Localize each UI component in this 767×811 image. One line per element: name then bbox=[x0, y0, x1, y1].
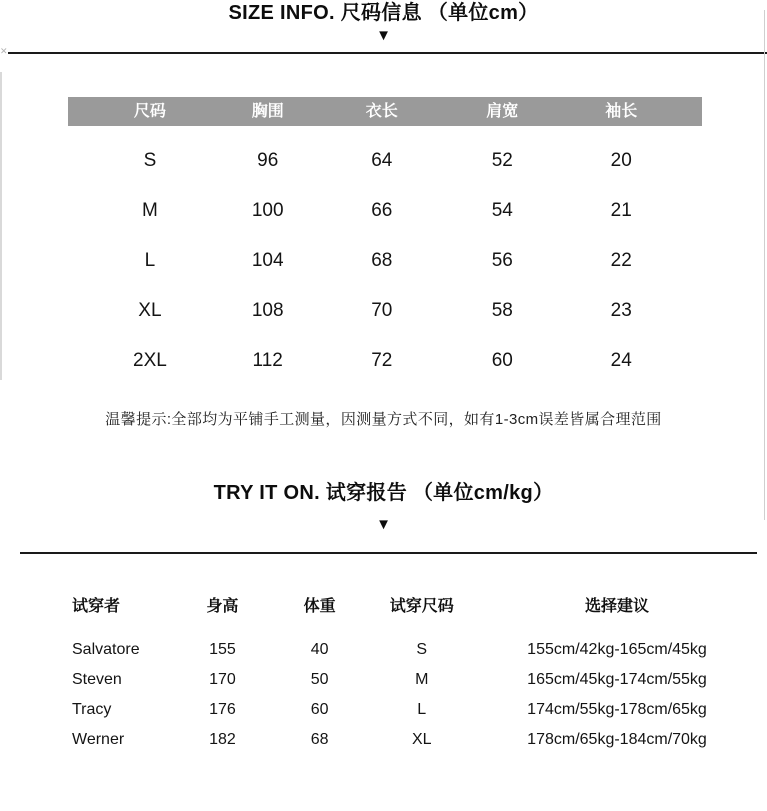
edge-artifact-mark: ✕ bbox=[0, 46, 8, 56]
tryon-table-row bbox=[65, 695, 735, 725]
size-cell: 2XL bbox=[133, 350, 167, 371]
size-cell: 72 bbox=[371, 350, 393, 371]
size-cell: 60 bbox=[491, 350, 513, 371]
size-cell: 54 bbox=[491, 200, 513, 221]
left-edge-line bbox=[0, 72, 2, 380]
tryon-table-body bbox=[65, 635, 735, 755]
size-cell: L bbox=[144, 250, 156, 271]
tryon-table-header-row bbox=[65, 592, 735, 622]
size-col-header-size: 尺码 bbox=[133, 103, 166, 120]
measurement-note: 温馨提示:全部均为平铺手工测量，因测量方式不同，如有1-3cm误差皆属合理范围 bbox=[105, 411, 662, 428]
tryon-col-header-size-tried: 试穿尺码 bbox=[389, 598, 454, 615]
size-cell: 23 bbox=[610, 300, 632, 321]
size-cell: XL bbox=[138, 300, 162, 321]
tryon-table bbox=[65, 592, 735, 755]
tryon-cell: 176 bbox=[209, 701, 236, 718]
tryon-cell: Steven bbox=[72, 671, 122, 688]
tryon-divider-line bbox=[20, 552, 757, 554]
size-table-row bbox=[68, 286, 702, 336]
size-col-header-sleeve: 袖长 bbox=[605, 103, 638, 120]
size-col-header-shoulder: 肩宽 bbox=[486, 103, 519, 120]
tryon-cell: 50 bbox=[310, 671, 329, 688]
tryon-section-title: TRY IT ON. 试穿报告 （单位cm/kg） bbox=[213, 482, 554, 504]
size-cell: 66 bbox=[371, 200, 393, 221]
size-cell: 20 bbox=[610, 150, 632, 171]
size-table bbox=[68, 97, 702, 386]
tryon-cell: M bbox=[415, 671, 429, 688]
size-table-header-row bbox=[68, 97, 702, 126]
size-table-row bbox=[68, 136, 702, 186]
tryon-cell: 60 bbox=[310, 701, 329, 718]
tryon-cell: 182 bbox=[209, 731, 236, 748]
tryon-col-header-suggestion: 选择建议 bbox=[584, 598, 649, 615]
size-cell: 64 bbox=[371, 150, 393, 171]
size-cell: 22 bbox=[610, 250, 632, 271]
right-edge-line bbox=[764, 10, 765, 520]
size-cell: 70 bbox=[371, 300, 393, 321]
size-cell: 21 bbox=[610, 200, 632, 221]
tryon-cell: L bbox=[417, 701, 427, 718]
tryon-cell: 178cm/65kg-184cm/70kg bbox=[527, 731, 707, 748]
size-table-body bbox=[68, 126, 702, 386]
tryon-cell: Tracy bbox=[72, 701, 112, 718]
size-col-header-chest: 胸围 bbox=[251, 103, 284, 120]
size-cell: 96 bbox=[257, 150, 279, 171]
tryon-col-header-height: 身高 bbox=[206, 598, 239, 615]
size-section-title: SIZE INFO. 尺码信息 （单位cm） bbox=[228, 2, 539, 24]
size-col-header-length: 衣长 bbox=[365, 103, 398, 120]
size-cell: 58 bbox=[491, 300, 513, 321]
size-cell: 100 bbox=[251, 200, 284, 221]
top-divider-line bbox=[8, 52, 767, 54]
size-cell: 68 bbox=[371, 250, 393, 271]
down-triangle-icon: ▼ bbox=[376, 27, 391, 44]
tryon-col-header-weight: 体重 bbox=[303, 598, 336, 615]
tryon-cell: S bbox=[416, 641, 428, 658]
size-cell: 104 bbox=[251, 250, 284, 271]
tryon-cell: 68 bbox=[310, 731, 329, 748]
size-cell: 56 bbox=[491, 250, 513, 271]
tryon-table-row bbox=[65, 665, 735, 695]
tryon-cell: 155cm/42kg-165cm/45kg bbox=[527, 641, 707, 658]
down-triangle-icon: ▼ bbox=[376, 516, 391, 533]
size-cell: 24 bbox=[610, 350, 632, 371]
tryon-table-row bbox=[65, 725, 735, 755]
size-table-row bbox=[68, 186, 702, 236]
tryon-col-header-tester: 试穿者 bbox=[72, 598, 121, 615]
size-table-row bbox=[68, 336, 702, 386]
tryon-cell: 165cm/45kg-174cm/55kg bbox=[527, 671, 707, 688]
tryon-cell: 174cm/55kg-178cm/65kg bbox=[527, 701, 707, 718]
tryon-table-row bbox=[65, 635, 735, 665]
size-cell: 112 bbox=[252, 350, 283, 371]
size-cell: 108 bbox=[251, 300, 284, 321]
tryon-cell: 155 bbox=[209, 641, 236, 658]
tryon-cell: Salvatore bbox=[72, 641, 140, 658]
tryon-cell: Werner bbox=[72, 731, 125, 748]
size-table-row bbox=[68, 236, 702, 286]
tryon-cell: 40 bbox=[310, 641, 329, 658]
size-cell: 52 bbox=[491, 150, 513, 171]
tryon-cell: XL bbox=[411, 731, 432, 748]
size-cell: S bbox=[143, 150, 157, 171]
tryon-cell: 170 bbox=[209, 671, 236, 688]
size-cell: M bbox=[141, 200, 158, 221]
